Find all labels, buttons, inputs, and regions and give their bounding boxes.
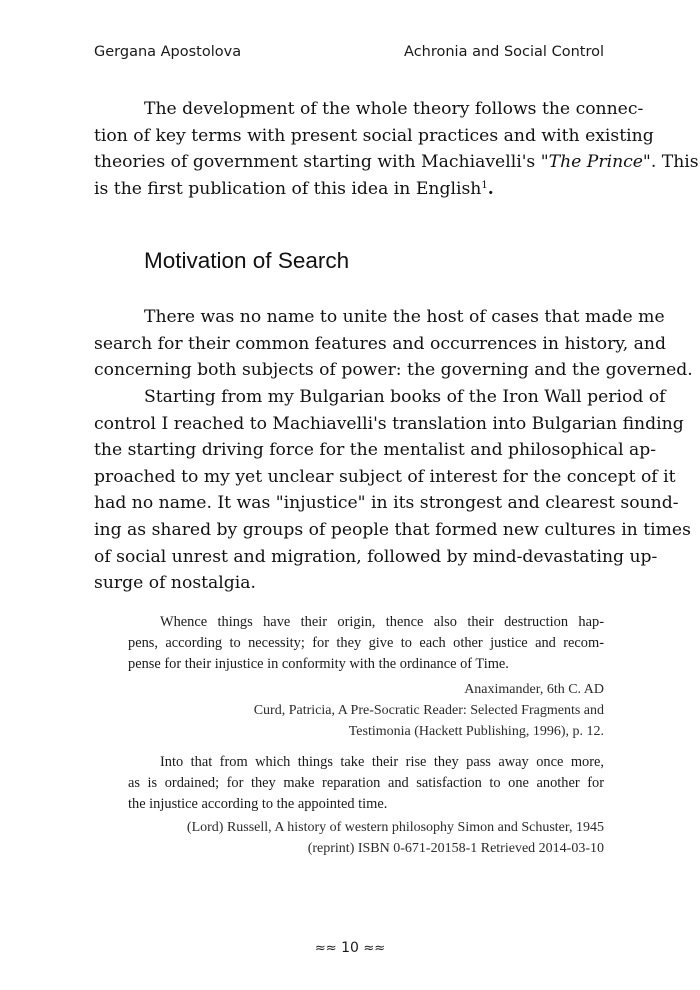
header-book-title: Achronia and Social Control <box>404 44 604 60</box>
page-footer <box>0 940 700 956</box>
citation-line: Curd, Patricia, A Pre-Socratic Reader: Selected Fragments and <box>253 702 604 718</box>
citation-line: (Lord) Russell, A history of western philosophy Simon and Schuster, 1945 <box>186 820 604 835</box>
text-line <box>94 176 606 203</box>
text-fragment: is the first publication of this idea in English <box>94 178 482 199</box>
text-line: tion of key terms with present social practices and with existing <box>94 125 654 146</box>
text-line: surge of nostalgia. <box>94 573 257 594</box>
quote-line: Whence things have their origin, thence also their destruction hap- <box>160 614 604 630</box>
quote-attribution: Anaximander, 6th C. AD <box>464 682 604 697</box>
text-line: concerning both subjects of power: the governing and the governed. <box>94 360 693 381</box>
text-line <box>94 149 699 176</box>
text-fragment: . <box>487 178 494 199</box>
text-line: ing as shared by groups of people that formed new cultures in times <box>94 519 691 540</box>
quote-citation-anaximander <box>254 680 604 742</box>
paragraph-motivation-1 <box>94 304 693 384</box>
wave-ornament-icon: ≈≈ <box>314 941 337 956</box>
text-line: control I reached to Machiavelli's translation into Bulgarian finding <box>94 413 684 434</box>
running-header <box>94 44 604 66</box>
footnote-marker[interactable]: 1 <box>481 179 488 191</box>
block-quote-russell <box>128 752 604 814</box>
text-line: of social unrest and migration, followed by mind-devastating up- <box>94 546 658 567</box>
text-line: the starting driving force for the mentalist and philosophical ap- <box>94 440 657 461</box>
quote-line: the injustice according to the appointed time. <box>128 795 388 812</box>
text-line: The development of the whole theory follows the connec- <box>144 99 644 119</box>
text-line: search for their common features and occurrences in history, and <box>94 333 666 354</box>
quote-line: pens, according to necessity; for they give to each other justice and recom- <box>128 634 604 651</box>
text-line: proached to my yet unclear subject of interest for the concept of it <box>94 466 676 487</box>
text-line: had no name. It was "injustice" in its strongest and clearest sound- <box>94 493 679 514</box>
section-heading: Motivation of Search <box>144 248 350 273</box>
block-quote-anaximander <box>128 612 604 674</box>
paragraph-motivation-2 <box>94 384 691 597</box>
page-number: 10 <box>341 940 359 956</box>
book-title-italic: "The Prince" <box>540 152 651 173</box>
wave-ornament-icon: ≈≈ <box>363 941 386 956</box>
header-author: Gergana Apostolova <box>94 44 242 60</box>
quote-line: pense for their injustice in conformity with the ordinance of Time. <box>128 655 509 672</box>
text-line: There was no name to unite the host of cases that made me <box>144 307 665 327</box>
intro-paragraph <box>94 96 699 202</box>
quote-line: as is ordained; for they make reparation and satisfaction to one another for <box>128 774 604 791</box>
citation-line: (reprint) ISBN 0-671-20158-1 Retrieved 2014-03-10 <box>307 840 604 856</box>
text-fragment: theories of government starting with Machiavelli's <box>94 152 541 173</box>
text-line: Starting from my Bulgarian books of the Iron Wall period of <box>144 387 666 407</box>
citation-line: Testimonia (Hackett Publishing, 1996), p. 12. <box>348 723 604 739</box>
text-fragment: . This <box>650 152 699 173</box>
quote-line: Into that from which things take their rise they pass away once more, <box>160 754 604 770</box>
quote-citation-russell <box>187 818 604 860</box>
